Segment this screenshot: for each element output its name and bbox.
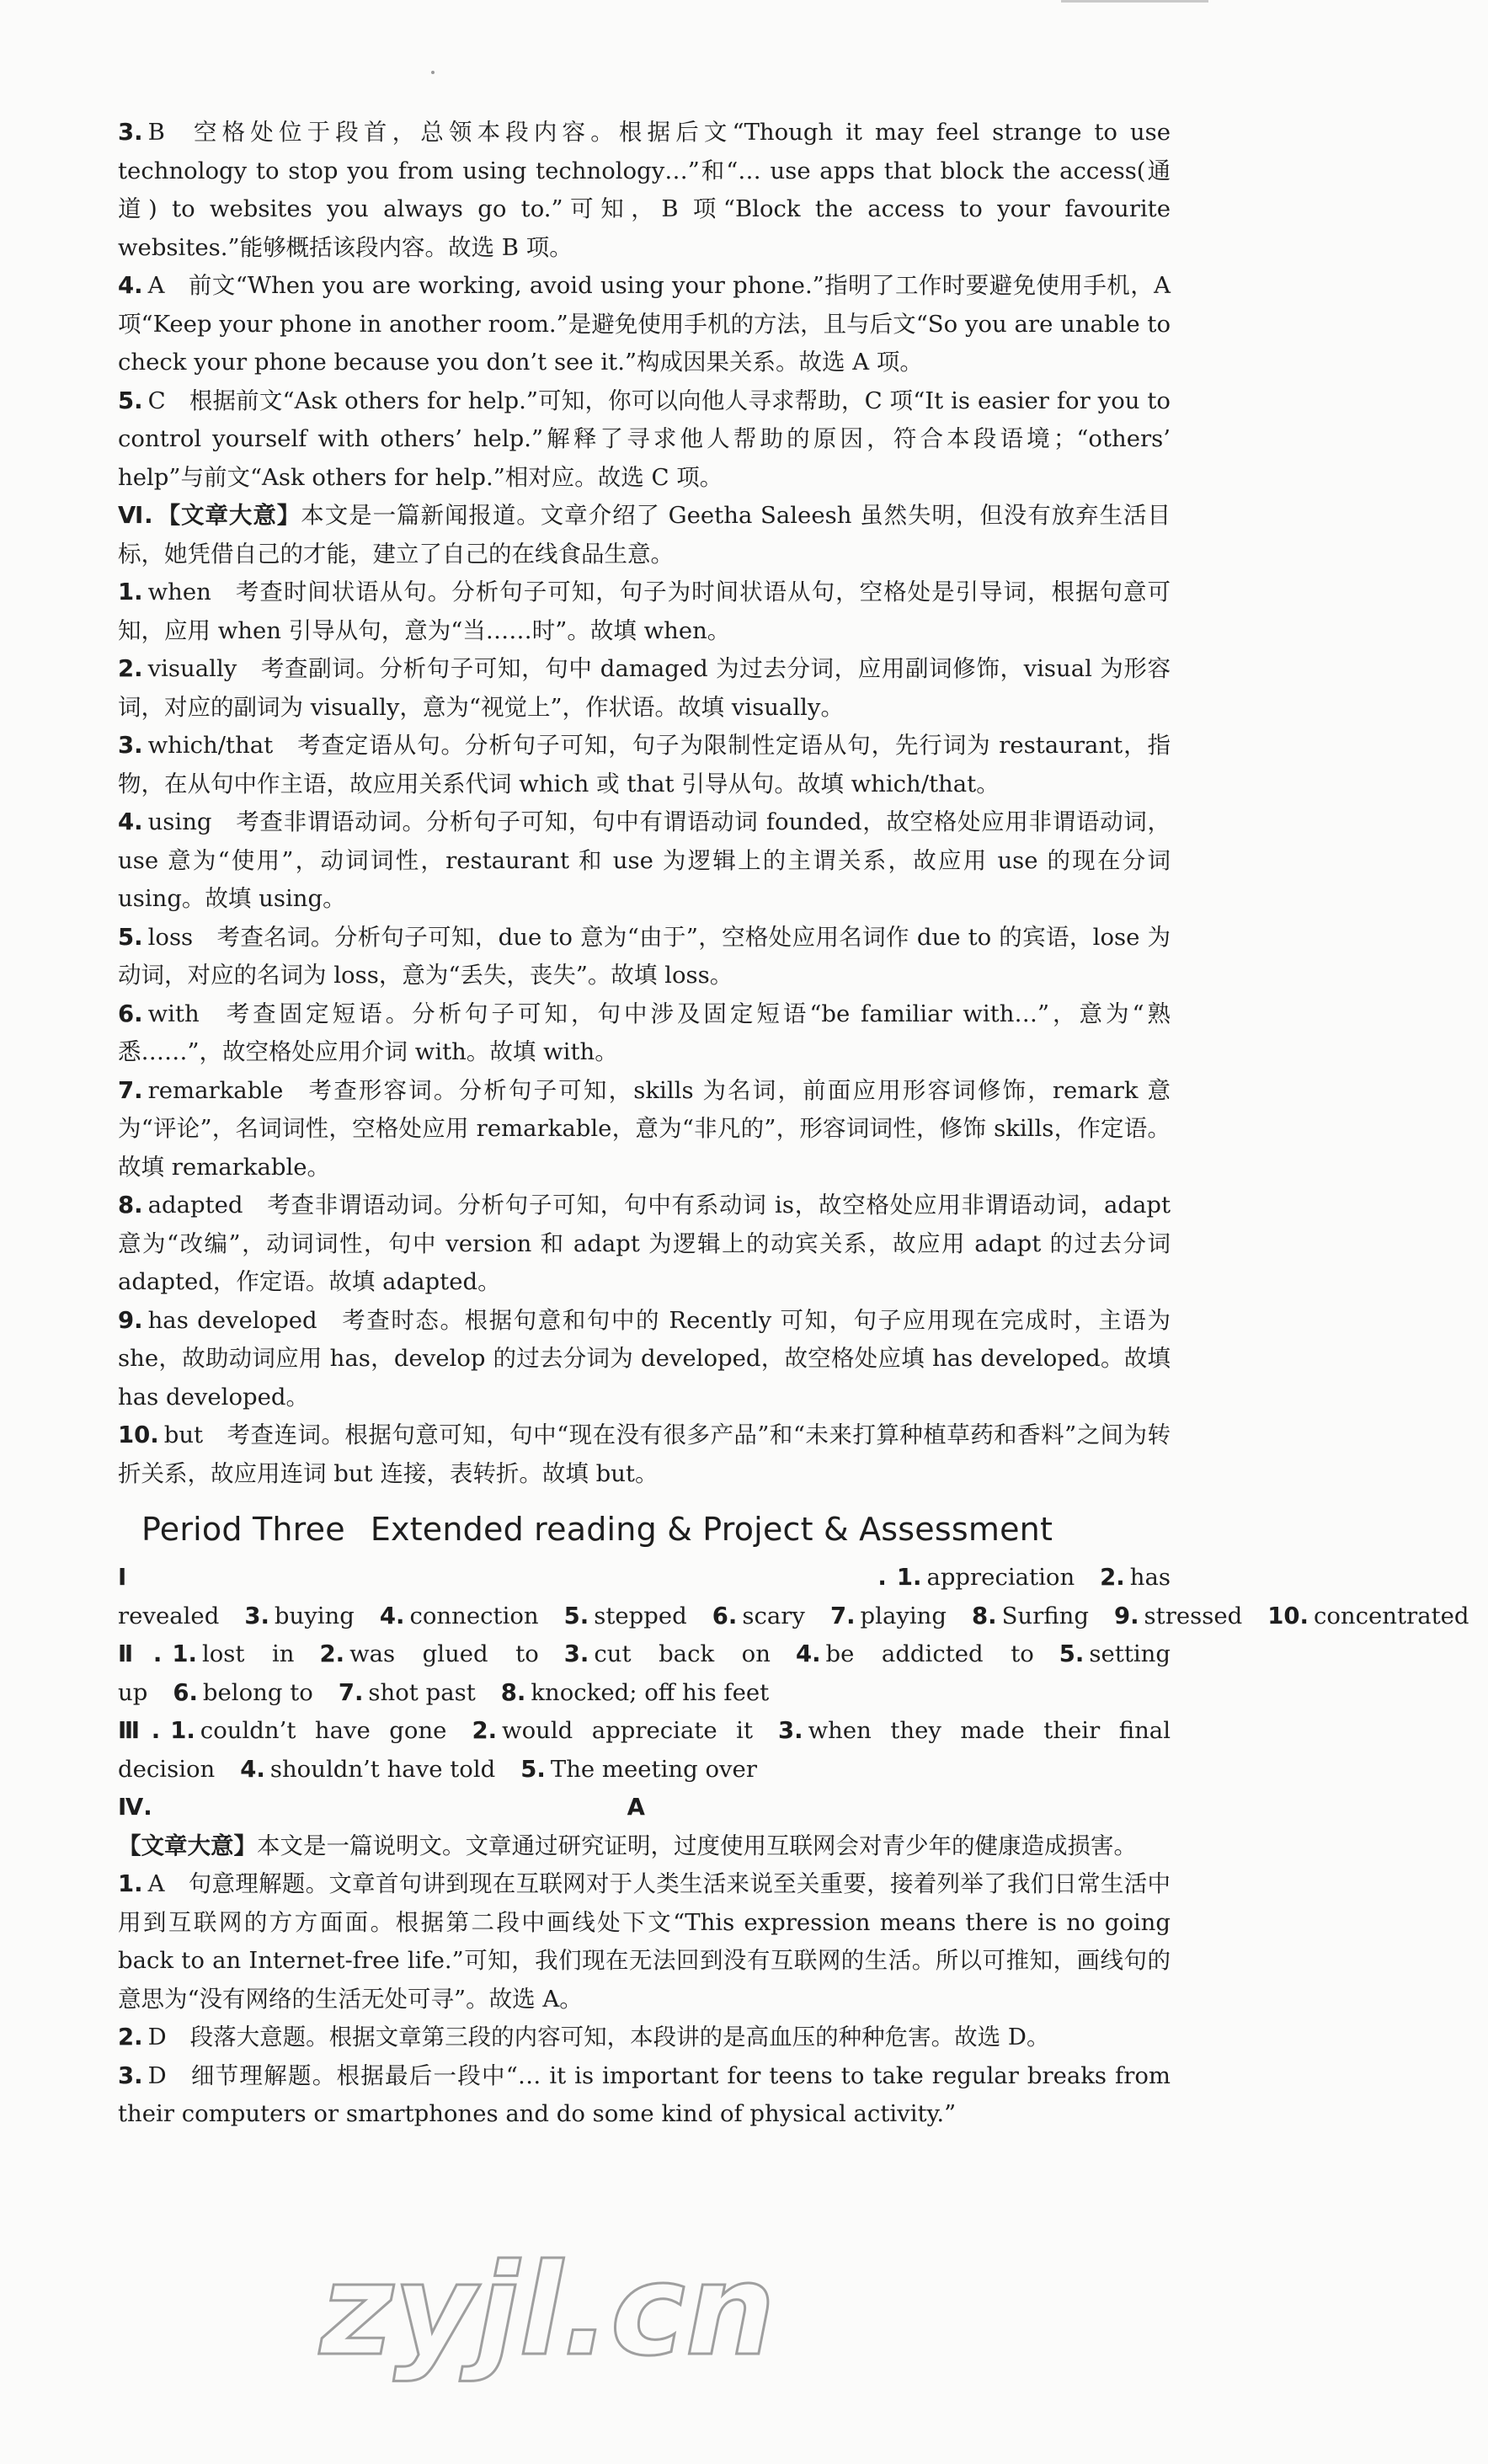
page-dot (431, 71, 435, 74)
answer-item: 3. D 细节理解题。根据最后一段中“… it is important for teens to take regular breaks from their computers or smartphones and do some kind of physical activity.” (118, 2061, 1171, 2127)
exercise-ii: Ⅱ. 1. lost in 2. was glued to 3. cut back on 4. be addicted to 5. setting up 6. belong to 7. shot past 8. knocked; off his feet (118, 1640, 1171, 1706)
answer-item: 2. visually 考查副词。分析句子可知，句中 damaged 为过去分词，应用副词修饰，visual 为形容词，对应的副词为 visually，意为“视觉上”，作状语。故填 visually。 (118, 655, 1171, 721)
watermark-logo (303, 2160, 776, 2429)
answer-item: 10. but 考查连词。根据句意可知，句中“现在没有很多产品”和“未来打算种植草药和香料”之间为转折关系，故应用连词 but 连接，表转折。故填 but。 (118, 1421, 1171, 1487)
exercise-i: Ⅰ. 1. appreciation 2. has revealed 3. buying 4. connection 5. stepped 6. scary 7. playing 8. Surfing 9. stressed 10. concentrated (118, 1564, 1469, 1629)
answer-item: 4. A 前文“When you are working, avoid using your phone.”指明了工作时要避免使用手机，A 项“Keep your phone in another room.”是避免使用手机的方法，且与后文“So you are unable to check your phone because you don’t see it.”构成因果关系。故选 A 项。 (118, 272, 1171, 376)
answer-item: 8. adapted 考查非谓语动词。分析句子可知，句中有系动词 is，故空格处应用非谓语动词，adapt 意为“改编”，动词词性，句中 version 和 adapt 为逻辑上的动宾关系，故应用 adapt 的过去分词 adapted，作定语。故填 adapted。 (118, 1192, 1171, 1295)
exercise-iii: Ⅲ. 1. couldn’t have gone 2. would appreciate it 3. when they made their final decision 4. shouldn’t have told 5. The meeting over (118, 1717, 1171, 1783)
section-vi-summary: Ⅵ. 【文章大意】本文是一篇新闻报道。文章介绍了 Geetha Saleesh 虽然失明，但没有放弃生活目标，她凭借自己的才能，建立了自己的在线食品生意。 (118, 502, 1171, 568)
answer-item: 3. which/that 考查定语从句。分析句子可知，句子为限制性定语从句，先行词为 restaurant，指物，在从句中作主语，故应用关系代词 which 或 that 引导从句。故填 which/that。 (118, 732, 1171, 797)
answer-item: 6. with 考查固定短语。分析句子可知，句中涉及固定短语“be familiar with…”，意为“熟悉……”，故空格处应用介词 with。故填 with。 (118, 1000, 1171, 1065)
answer-content (118, 114, 1469, 2134)
section-iv-header: Ⅳ. A (118, 1794, 645, 1821)
answer-item: 4. using 考查非谓语动词。分析句子可知，句中有谓语动词 founded，故空格处应用非谓语动词，use 意为“使用”，动词词性，restaurant 和 use 为逻辑上的主谓关系，故应用 use 的现在分词 using。故填 using。 (118, 808, 1171, 912)
top-edge-line (1061, 0, 1208, 3)
answer-item: 1. when 考查时间状语从句。分析句子可知，句子为时间状语从句，空格处是引导词，根据句意可知，应用 when 引导从句，意为“当……时”。故填 when。 (118, 579, 1171, 644)
answer-item: 5. C 根据前文“Ask others for help.”可知，你可以向他人寻求帮助，C 项“It is easier for you to control yourself with others’ help.”解释了寻求他人帮助的原因，符合本段语境；“others’ help”与前文“Ask others for help.”相对应。故选 C 项。 (118, 387, 1171, 491)
section-iv-summary: 【文章大意】本文是一篇说明文。文章通过研究证明，过度使用互联网会对青少年的健康造成损害。 (118, 1832, 1137, 1859)
answer-item: 7. remarkable 考查形容词。分析句子可知，skills 为名词，前面应用形容词修饰，remark 意为“评论”，名词词性，空格处应用 remarkable，意为“非凡的”，形容词词性，修饰 skills，作定语。故填 remarkable。 (118, 1076, 1171, 1181)
answer-item: 5. loss 考查名词。分析句子可知，due to 意为“由于”，空格处应用名词作 due to 的宾语，lose 为动词，对应的名词为 loss，意为“丢失，丧失”。故填 loss。 (118, 923, 1171, 989)
answer-item: 2. D 段落大意题。根据文章第三段的内容可知，本段讲的是高血压的种种危害。故选 D。 (118, 2024, 1050, 2051)
answer-item: 3. B 空格处位于段首，总领本段内容。根据后文“Though it may feel strange to use technology to stop you from using technology…”和“… use apps that block the access(通道) to websites you always go to.”可知，B 项“Block the access to your favourite websites.”能够概括该段内容。故选 B 项。 (118, 119, 1171, 261)
answer-item: 1. A 句意理解题。文章首句讲到现在互联网对于人类生活来说至关重要，接着列举了我们日常生活中用到互联网的方方面面。根据第二段中画线处下文“This expression means there is no going back to an Internet-free life.”可知，我们现在无法回到没有互联网的生活。所以可推知，画线句的意思为“没有网络的生活无处可寻”。故选 A。 (118, 1870, 1171, 2013)
period-heading: Period Three Extended reading & Project & Assessment (141, 1511, 1053, 1548)
answer-item: 9. has developed 考查时态。根据句意和句中的 Recently 可知，句子应用现在完成时，主语为 she，故助动词应用 has，develop 的过去分词为 developed，故空格处应填 has developed。故填 has developed。 (118, 1306, 1171, 1411)
watermark-text: zyjl.cn (320, 2237, 776, 2384)
